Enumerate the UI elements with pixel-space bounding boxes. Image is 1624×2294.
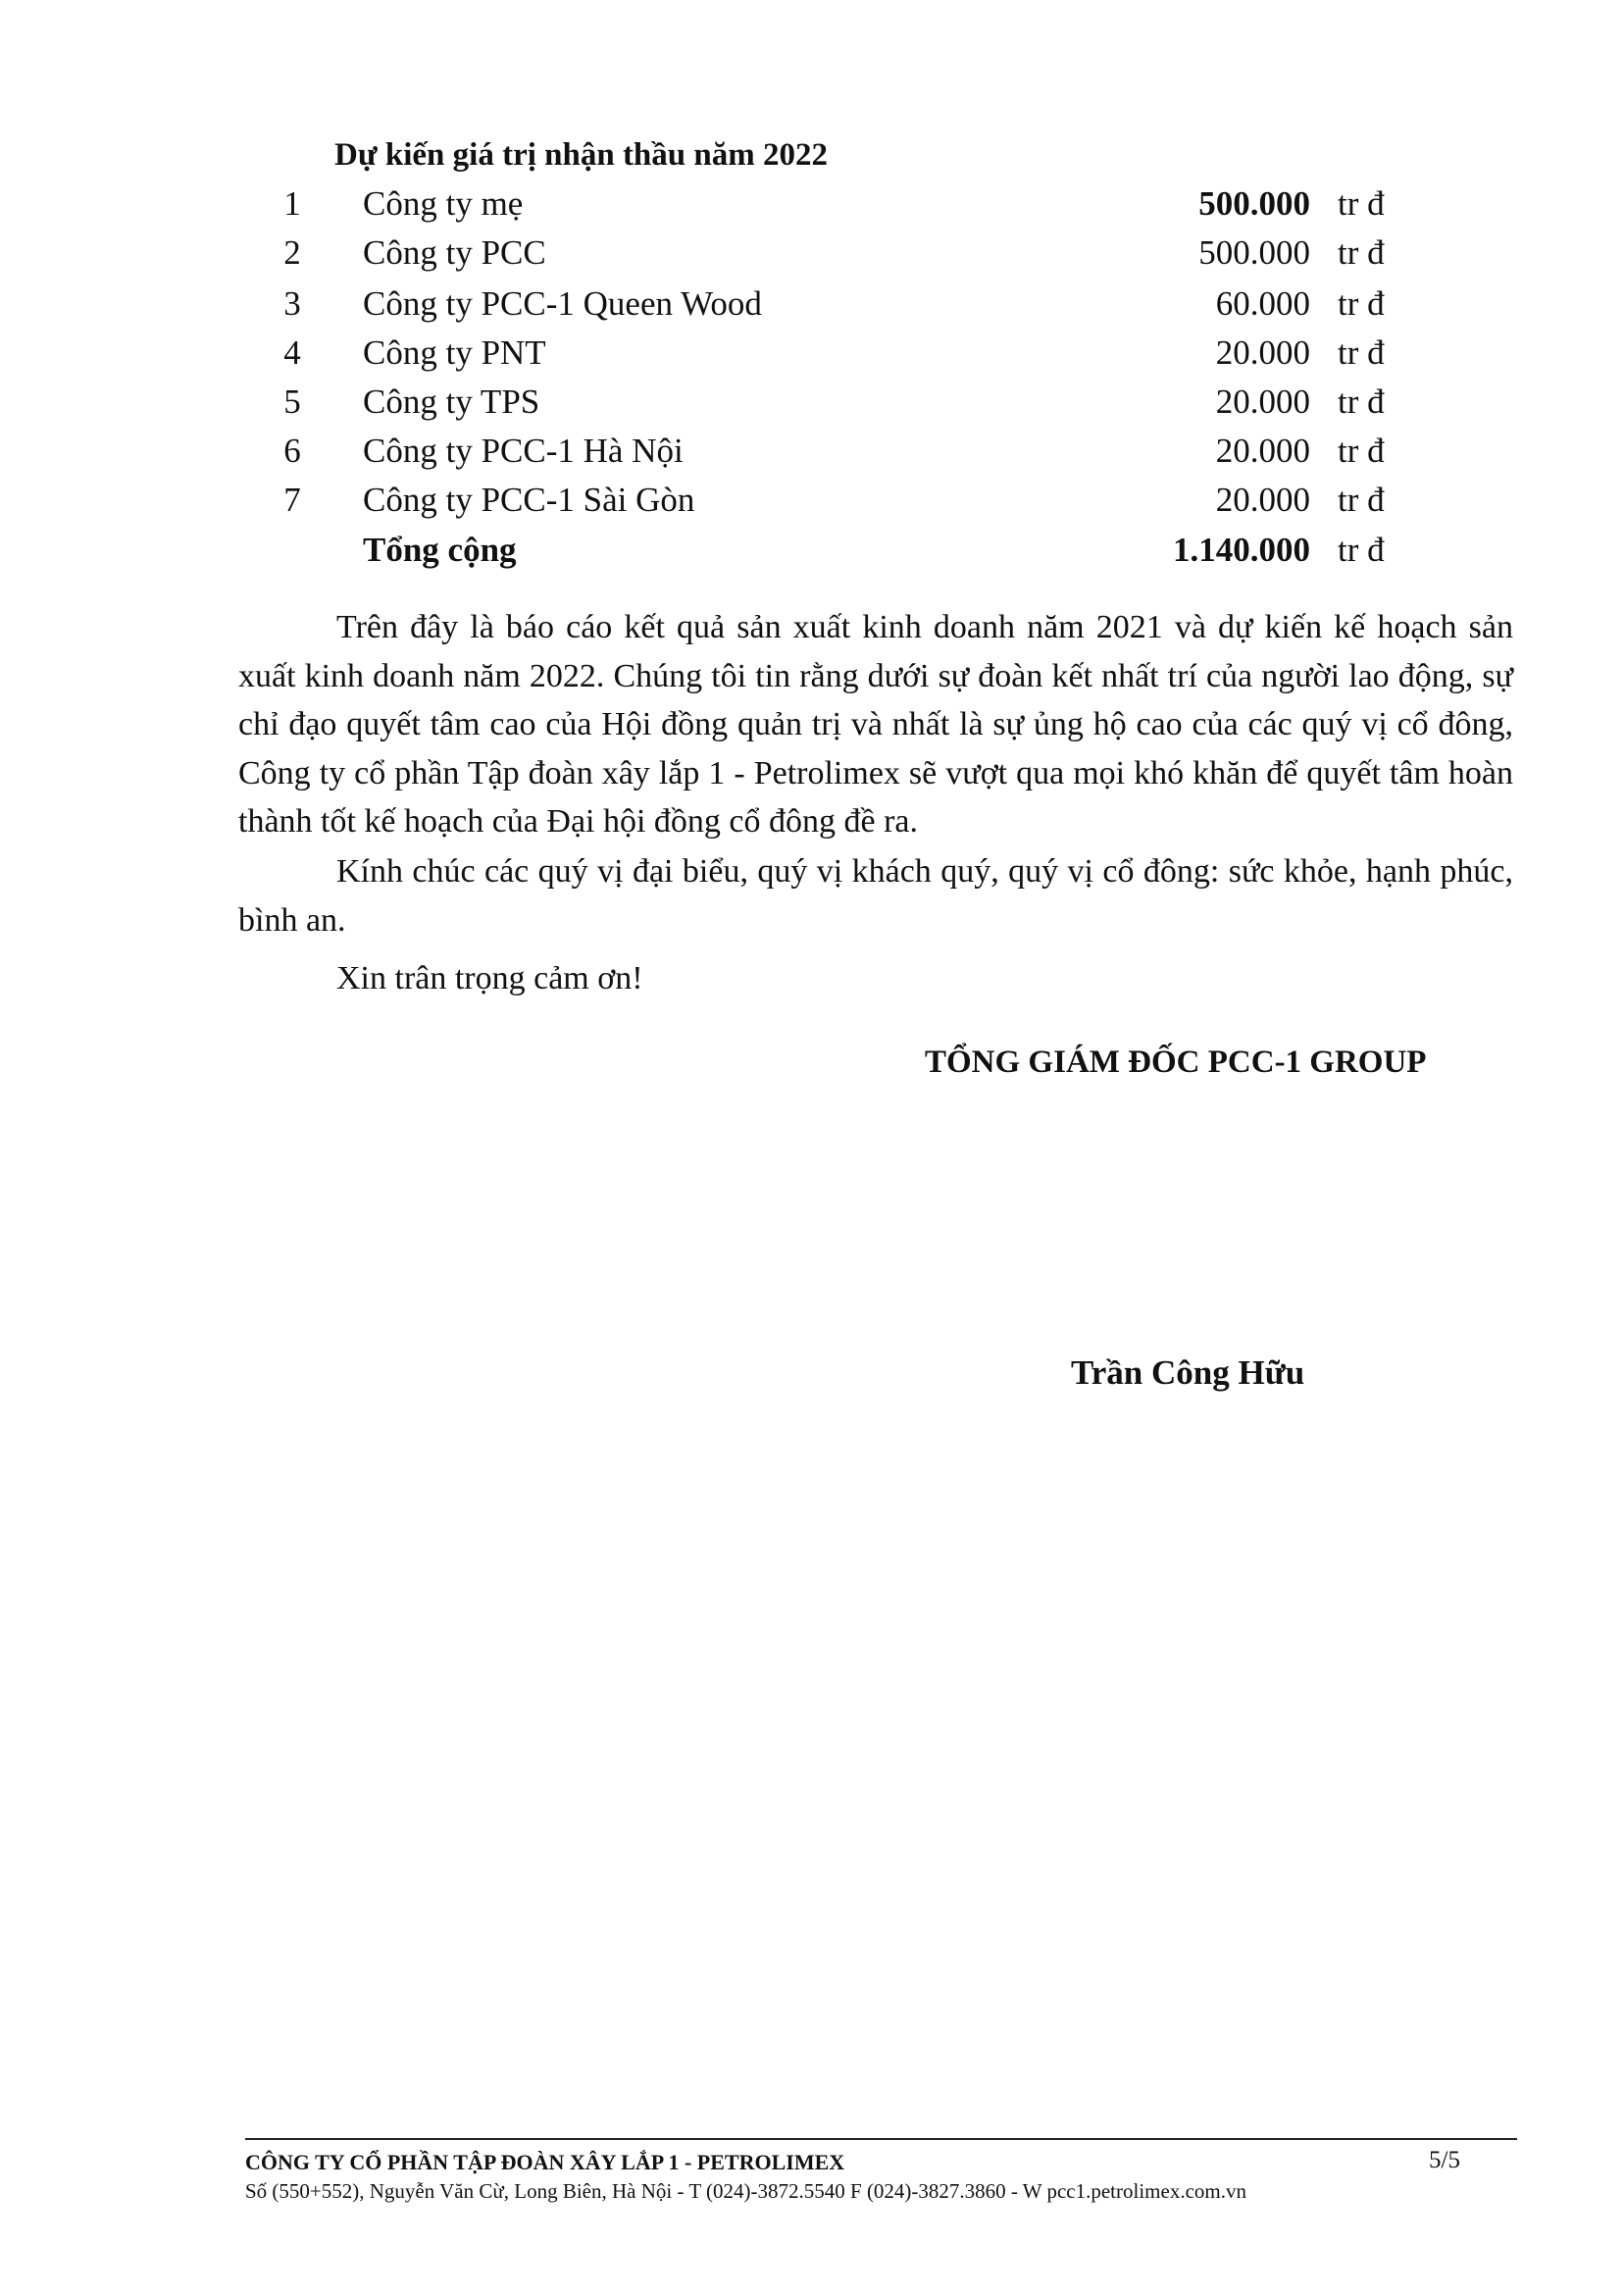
page-number: 5/5: [1429, 2147, 1460, 2173]
row-unit: tr đ: [1338, 333, 1385, 372]
signer-name: Trần Công Hữu: [1071, 1353, 1305, 1392]
row-company: Công ty TPS: [363, 382, 540, 421]
row-value: 20.000: [1215, 382, 1310, 421]
row-company: Công ty PCC: [363, 233, 546, 272]
thanks-paragraph: Xin trân trọng cảm ơn!: [336, 960, 643, 996]
row-value: 20.000: [1215, 432, 1310, 470]
signature-title: TỔNG GIÁM ĐỐC PCC-1 GROUP: [925, 1045, 1427, 1080]
row-value: 500.000: [1198, 184, 1310, 223]
row-value: 20.000: [1215, 481, 1310, 519]
total-unit: tr đ: [1338, 531, 1385, 569]
closing-paragraph: Trên đây là báo cáo kết quả sản xuất kinh doanh năm 2021 và dự kiến kế hoạch sản xuất kinh doanh năm 2022. Chúng tôi tin rằng dưới sự đoàn kết nhất trí của người lao động, sự chỉ đạo quyết tâm cao của Hội đồng quản trị và nhất là sự ủng hộ cao của các quý vị cổ đông, Công ty cổ phần Tập đoàn xây lắp 1 - Petrolimex sẽ vượt qua mọi khó khăn để quyết tâm hoàn thành tốt kế hoạch của Đại hội đồng cổ đông đề ra.: [238, 609, 1513, 840]
footer-address: Số (550+552), Nguyễn Văn Cừ, Long Biên, Hà Nội - T (024)-3872.5540 F (024)-3827.3860 - W pcc1.petrolimex.com.vn: [245, 2179, 1246, 2203]
footer-divider: [245, 2138, 1517, 2140]
table-row: [0, 184, 1624, 231]
row-number: 4: [283, 333, 301, 372]
row-number: 6: [283, 432, 301, 470]
table-row: [0, 233, 1624, 280]
table-row: [0, 481, 1624, 528]
row-number: 5: [283, 382, 301, 421]
row-value: 60.000: [1215, 284, 1310, 323]
wishes-paragraph: Kính chúc các quý vị đại biểu, quý vị khách quý, quý vị cổ đông: sức khỏe, hạnh phúc, bình an.: [238, 853, 1513, 939]
table-row: [0, 432, 1624, 479]
plan-heading: Dự kiến giá trị nhận thầu năm 2022: [334, 137, 828, 173]
row-unit: tr đ: [1338, 184, 1385, 223]
row-company: Công ty mẹ: [363, 184, 524, 223]
row-value: 500.000: [1198, 233, 1310, 272]
row-company: Công ty PCC-1 Queen Wood: [363, 284, 762, 323]
table-row: [0, 382, 1624, 430]
row-value: 20.000: [1215, 333, 1310, 372]
row-company: Công ty PCC-1 Hà Nội: [363, 432, 684, 470]
row-number: 1: [283, 184, 301, 223]
row-company: Công ty PCC-1 Sài Gòn: [363, 481, 695, 519]
row-unit: tr đ: [1338, 382, 1385, 421]
total-label: Tổng cộng: [363, 531, 517, 569]
total-value: 1.140.000: [1173, 531, 1310, 569]
row-number: 3: [283, 284, 301, 323]
row-company: Công ty PNT: [363, 333, 546, 372]
row-unit: tr đ: [1338, 432, 1385, 470]
row-unit: tr đ: [1338, 233, 1385, 272]
table-row: [0, 333, 1624, 381]
table-row: [0, 284, 1624, 331]
footer-company: CÔNG TY CỔ PHẦN TẬP ĐOÀN XÂY LẮP 1 - PETROLIMEX: [245, 2150, 845, 2174]
row-unit: tr đ: [1338, 481, 1385, 519]
row-unit: tr đ: [1338, 284, 1385, 323]
row-number: 7: [283, 481, 301, 519]
total-row: [0, 531, 1624, 578]
row-number: 2: [283, 233, 301, 272]
